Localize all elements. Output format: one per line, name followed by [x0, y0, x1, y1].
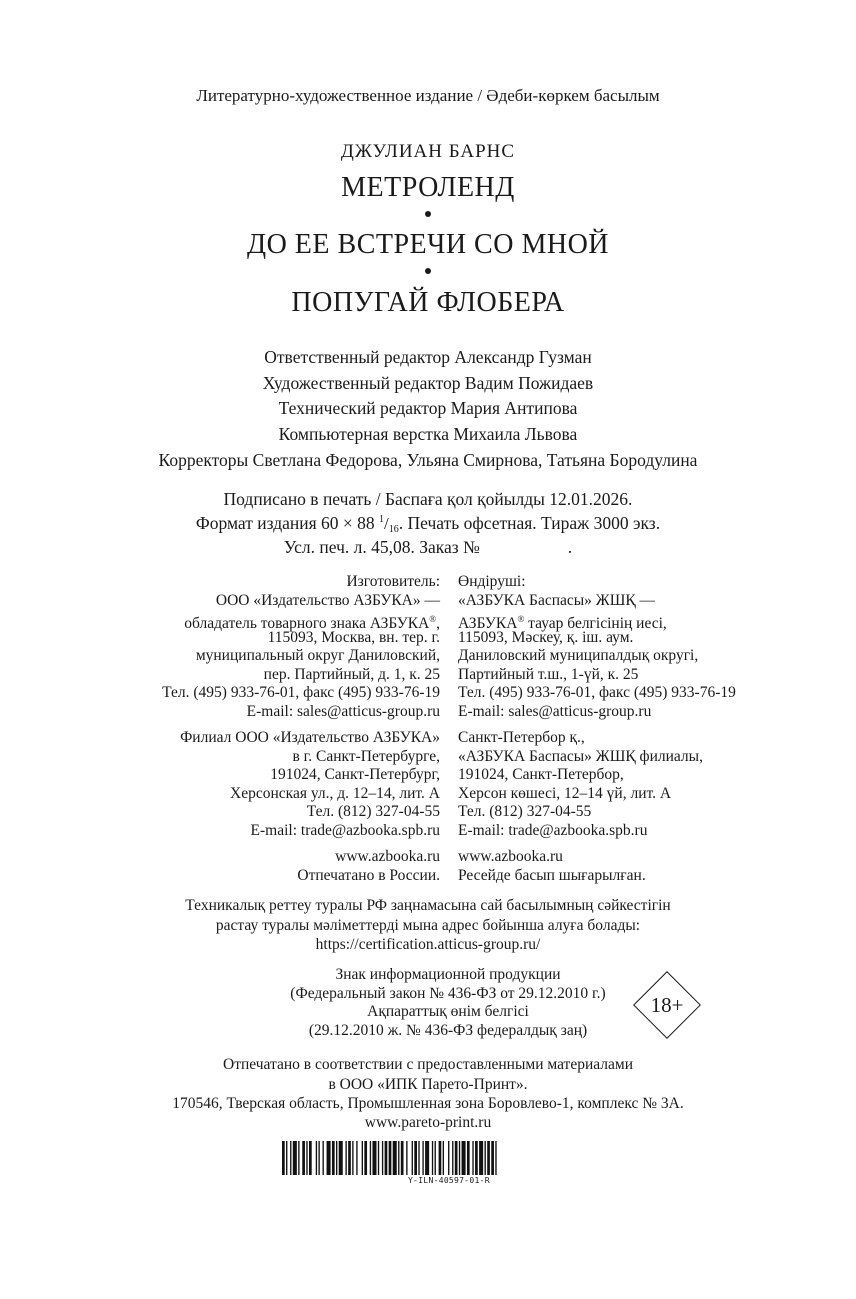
barcode-bar — [455, 1141, 458, 1175]
barcode-bar — [323, 1141, 324, 1175]
barcode-bar — [332, 1141, 335, 1175]
barcode-bar — [290, 1141, 291, 1175]
barcode-bar — [475, 1141, 478, 1175]
sheets-order-line: Усл. печ. л. 45,08. Заказ № . — [283, 537, 573, 557]
barcode-bar — [378, 1141, 379, 1175]
credit-line: Компьютерная верстка Михаила Львова — [278, 424, 578, 444]
author-name: ДЖУЛИАН БАРНС — [340, 141, 516, 162]
branch-kz: Санкт-Петербор қ., «АЗБУКА Баспасы» ЖШҚ филиалы, 191024, Санкт-Петербор, Херсон көшесі, 12–14 үй, лит. А Тел. (812) 327-04-55 E-mail: trade@azbooka.spb.ru — [458, 729, 703, 839]
branch-ru: Филиал ООО «Издательство АЗБУКА» в г. Санкт-Петербурге, 191024, Санкт-Петербург, Херсонская ул., д. 12–14, лит. А Тел. (812) 327-04-55 E-mail: trade@azbooka.spb.ru — [180, 729, 440, 839]
book-title-3: ПОПУГАЙ ФЛОБЕРА — [291, 287, 565, 318]
manufacturer-ru: Изготовитель: ООО «Издательство АЗБУКА» — обладатель товарного знака АЗБУКА®, 115093, Москва, вн. тер. г. муниципальный округ Даниловский, пер. Партийный, д. 1, к. 25 Тел. (495) 933-76-01, факс (495) 933-76-19 E-mail: sales@atticus-group.ru — [162, 573, 440, 720]
barcode-bar — [345, 1141, 346, 1175]
title-separator-dot — [425, 211, 431, 217]
barcode-bar — [298, 1141, 299, 1175]
credit-line: Ответственный редактор Александр Гузман — [264, 347, 592, 367]
barcode-bar — [364, 1141, 367, 1175]
barcode-bar — [356, 1141, 357, 1175]
publisher-website: www.azbooka.ru — [458, 848, 563, 865]
barcode-bar — [389, 1141, 392, 1175]
printer-address: 170546, Тверская область, Промышленная зона Боровлево-1, комплекс № 3А. — [172, 1095, 684, 1112]
barcode-bar — [448, 1141, 449, 1175]
manufacturer-kz: Өндіруші: «АЗБУКА Баспасы» ЖШҚ — АЗБУКА® тауар белгісінің иесі, 115093, Мәскеу, қ. іш. аум. Даниловский муниципалдық округі, Партийный т.ш., 1-үй, к. 25 Тел. (495) 933-76-01, факс (495) 933-76-19 E-mail: sales@atticus-group.ru — [458, 573, 736, 720]
fraction-denominator: 16 — [388, 524, 399, 535]
sales-email: E-mail: sales@atticus-group.ru — [458, 702, 652, 720]
printer-line: Отпечатано в соответствии с предоставленными материалами — [223, 1056, 633, 1073]
barcode-bar — [439, 1141, 442, 1175]
fraction-numerator: 1 — [379, 514, 385, 525]
barcode — [282, 1141, 574, 1175]
barcode-bar — [316, 1141, 317, 1175]
barcode-bar — [286, 1141, 287, 1175]
barcode-bar — [327, 1141, 331, 1175]
barcode-code: Y-ILN-40597-01-R — [408, 1176, 490, 1185]
publisher-website: www.azbooka.ru — [335, 848, 440, 865]
barcode-bar — [462, 1141, 466, 1175]
barcode-bar — [422, 1141, 423, 1175]
barcode-bar — [370, 1141, 371, 1175]
barcode-bar — [398, 1141, 399, 1175]
barcode-bar — [472, 1141, 473, 1175]
barcode-bar — [479, 1141, 483, 1175]
barcode-bar — [467, 1141, 470, 1175]
barcode-bar — [485, 1141, 486, 1175]
barcode-bar — [348, 1141, 351, 1175]
barcode-bar — [443, 1141, 444, 1175]
info-product-notice: Знак информационной продукции (Федеральный закон № 436-ФЗ от 29.12.2010 г.) Ақпараттық өнім белгісі (29.12.2010 ж. № 436-ФЗ федералдық заң) — [290, 966, 606, 1039]
tech-regulation-line: Техникалық реттеу туралы РФ заңнамасына сай басылымның сәйкестігін — [185, 897, 671, 914]
barcode-bar — [414, 1141, 417, 1175]
site-ru: www.azbooka.ru Отпечатано в России. — [297, 848, 440, 884]
sales-email: E-mail: sales@atticus-group.ru — [246, 702, 440, 720]
signed-date: Подписано в печать / Баспаға қол қойылды 12.01.2026. — [223, 489, 633, 509]
trade-email: E-mail: trade@azbooka.spb.ru — [458, 821, 648, 839]
barcode-bar — [382, 1141, 383, 1175]
barcode-bar — [418, 1141, 419, 1175]
barcode-bar — [435, 1141, 436, 1175]
printer-line: в ООО «ИПК Парето-Принт». — [328, 1076, 528, 1093]
barcode-bar — [401, 1141, 404, 1175]
printer-website: www.pareto-print.ru — [364, 1114, 492, 1131]
barcode-bar — [487, 1141, 490, 1175]
barcode-bar — [385, 1141, 388, 1175]
tech-regulation-line: растау туралы мәліметтерді мына адрес бойынша алуға болады: — [215, 917, 641, 934]
credit-line: Корректоры Светлана Федорова, Ульяна Смирнова, Татьяна Бородулина — [158, 450, 698, 470]
format-line: Формат издания 60 × 88 $^1/_{16}$. Печать офсетная. Тираж 3000 экз. — [195, 513, 661, 535]
edition-type: Литературно-художественное издание / Әдеби-көркем басылым — [196, 86, 660, 105]
barcode-bar — [336, 1141, 337, 1175]
age-rating-badge — [632, 970, 702, 1040]
barcode-bar — [406, 1141, 407, 1175]
credit-line: Технический редактор Мария Антипова — [278, 398, 578, 418]
barcode-bar — [432, 1141, 433, 1175]
book-title-2: ДО ЕЕ ВСТРЕЧИ СО МНОЙ — [246, 229, 610, 260]
barcode-bar — [302, 1141, 305, 1175]
barcode-bar — [362, 1141, 363, 1175]
credit-line: Художественный редактор Вадим Пожидаев — [262, 373, 594, 393]
barcode-bar — [318, 1141, 319, 1175]
barcode-bar — [459, 1141, 460, 1175]
barcode-bar — [309, 1141, 312, 1175]
age-rating-text: 18+ — [650, 993, 684, 1017]
barcode-bar — [293, 1141, 297, 1175]
barcode-bar — [306, 1141, 307, 1175]
barcode-bar — [352, 1141, 353, 1175]
barcode-bar — [452, 1141, 453, 1175]
trade-email: E-mail: trade@azbooka.spb.ru — [250, 821, 440, 839]
book-title-1: МЕТРОЛЕНД — [341, 172, 515, 203]
barcode-bar — [282, 1141, 285, 1175]
barcode-bar — [372, 1141, 376, 1175]
barcode-bar — [425, 1141, 429, 1175]
certification-url: https://certification.atticus-group.ru/ — [315, 936, 541, 953]
site-kz: www.azbooka.ru Ресейде басып шығарылған. — [458, 848, 646, 884]
barcode-bar — [393, 1141, 397, 1175]
title-separator-dot — [425, 268, 431, 274]
barcode-bar — [412, 1141, 413, 1175]
barcode-bar — [495, 1141, 496, 1175]
barcode-bar — [339, 1141, 343, 1175]
barcode-bar — [491, 1141, 494, 1175]
